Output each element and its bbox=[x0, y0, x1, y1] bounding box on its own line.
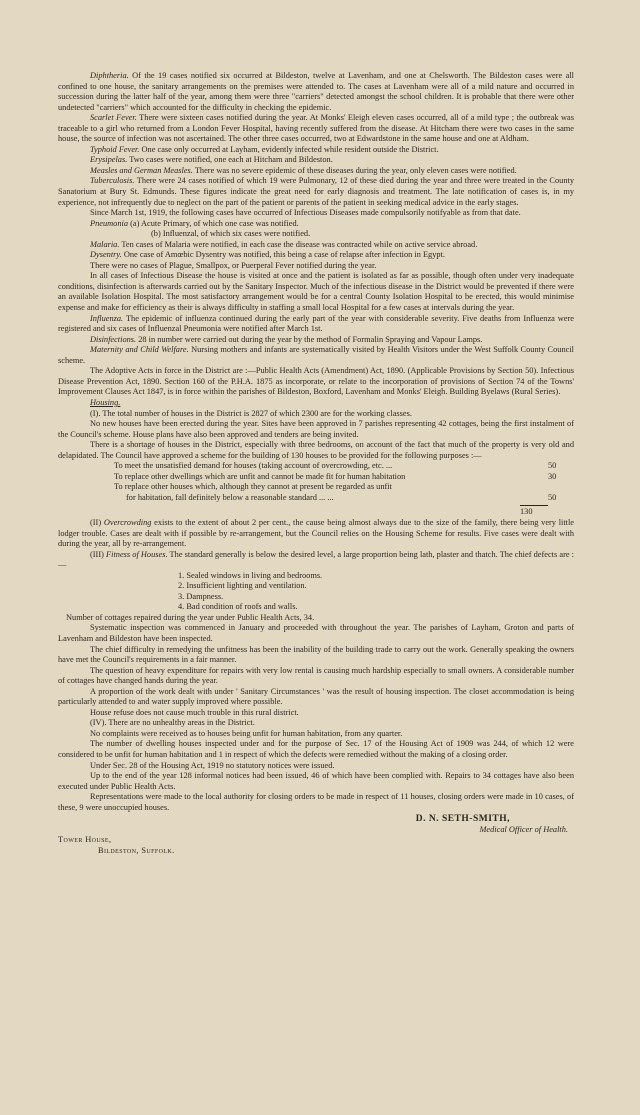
dysentry-text: One case of Amœbic Dysentry was notified, this being a case of relapse after infection in Egypt. bbox=[123, 250, 445, 260]
expenditure-paragraph: The question of heavy expenditure for repairs with very low rental is causing much hardship especially to small owners. A considerable number of cottages have changed hands during the year. bbox=[58, 665, 574, 686]
tuberculosis-text: There were 24 cases notified of which 19 were Pulmonary, 12 of these died during the year and three were treated in the County Sanatorium at Bury St. Edmunds. These figures indicate the great need for early diagnosis and treatment. The late notification of cases is, in my experience, not infrequently due to neglect on the part of the patient or parents of the patient in seeking medical advice in the early stages. bbox=[58, 176, 575, 207]
purpose-value: 50 bbox=[548, 461, 557, 471]
housing-i-paragraph: (I). The total number of houses in the District is 2827 of which 2300 are for the working classes. bbox=[90, 408, 412, 418]
address-line-2: Bildeston, Suffolk. bbox=[98, 845, 175, 855]
defect-item: 2. Insufficient lighting and ventilation. bbox=[178, 581, 307, 591]
defect-item: 3. Dampness. bbox=[178, 591, 224, 601]
purpose-label: To meet the unsatisfied demand for houses (taking account of overcrowding, etc. ... bbox=[114, 461, 393, 471]
pneumonia-heading: Pneumonia bbox=[90, 218, 129, 228]
march-intro-paragraph: Since March 1st, 1919, the following cases have occurred of Infectious Diseases made compulsorily notifyable as from that date. bbox=[90, 208, 521, 218]
no-plague-paragraph: There were no cases of Plague, Smallpox, or Puerperal Fever notified during the year. bbox=[90, 260, 377, 270]
typhoid-heading: Typhoid Fever. bbox=[90, 144, 140, 154]
purposes-list bbox=[58, 461, 574, 503]
disinfections-heading: Disinfections. bbox=[90, 334, 137, 344]
purpose-value: 30 bbox=[548, 471, 557, 481]
purpose-label: To replace other houses which, although they cannot at present be regarded as unfit bbox=[114, 482, 392, 492]
defects-list bbox=[58, 571, 574, 613]
signature-title: Medical Officer of Health. bbox=[479, 824, 568, 834]
dysentry-paragraph bbox=[58, 250, 574, 261]
maternity-heading: Maternity and Child Welfare. bbox=[90, 345, 189, 355]
isolation-paragraph: In all cases of Infectious Disease the house is visited at once and the patient is isolated as far as possible, though often under very inadequate conditions, disinfection is afterwards carried out by the Sanitary Inspector. Much of the infectious disease in the District would be prevented if there were an available Isolation Hospital. The most satisfactory arrangement would be for a central County Isolation Hospital to be erected, this would minimise expense and make for efficiency as their is always difficulty in staffing a small local Hospital for a few cases at intervals during the year. bbox=[58, 271, 574, 313]
dysentry-heading: Dysentry. bbox=[90, 250, 122, 260]
signature-name: D. N. SETH-SMITH, bbox=[415, 814, 510, 825]
maternity-paragraph bbox=[58, 345, 574, 366]
shortage-paragraph: There is a shortage of houses in the District, especially with three bedrooms, on account of the fact that much of the property is very old and delapidated. The Council have approved a scheme for the building of 130 houses to be provided for the following purposes :— bbox=[58, 440, 574, 460]
report-body bbox=[58, 71, 574, 856]
purpose-row bbox=[114, 482, 574, 493]
repaired-paragraph: Number of cottages repaired during the year under Public Health Acts, 34. bbox=[66, 612, 315, 622]
influenza-paragraph bbox=[58, 314, 574, 335]
purpose-label: To replace other dwellings which are unfit and cannot be made fit for human habitation bbox=[114, 471, 406, 481]
housing-iii-number: (III) bbox=[90, 549, 104, 559]
measles-heading: Measles and German Measles. bbox=[90, 165, 193, 175]
disinfections-text: 28 in number were carried out during the year by the method of Formalin Spraying and Vapour Lamps. bbox=[138, 334, 483, 344]
pneumonia-a-text: (a) Acute Primary, of which one case was notified. bbox=[130, 218, 299, 228]
scarlet-fever-heading: Scarlet Fever. bbox=[90, 113, 137, 123]
sec28-paragraph: Under Sec. 28 of the Housing Act, 1919 no statutory notices were issued. bbox=[90, 760, 335, 770]
pneumonia-b-text: (b) Influenzal, of which six cases were notified. bbox=[151, 229, 311, 239]
proportion-paragraph: A proportion of the work dealt with under ' Sanitary Circumstances ' was the result of housing inspection. The closet accommodation is being particularly attended to and water supply improved where possible. bbox=[58, 686, 574, 707]
adoptive-acts-paragraph: The Adoptive Acts in force in the District are :—Public Health Acts (Amendment) Act, 1890. (Applicable Provisions by Section 50). Infectious Disease Prevention Act, 1890. Section 160 of the P.H.A. 1875 as incorporate, or relate to the incorporation of provisions of Section 74 of the Towns' Improvement Clauses Act 1847, is in force within the parishes of Bildeston, Boxford, Lavenham and Monks' Eleigh. Building Byelaws (Rural Series). bbox=[58, 366, 574, 397]
malaria-heading: Malaria. bbox=[90, 239, 120, 249]
defect-item: 4. Bad condition of roofs and walls. bbox=[178, 602, 298, 612]
housing-iv-paragraph: (IV). There are no unhealthy areas in the District. bbox=[90, 718, 255, 728]
typhoid-paragraph bbox=[58, 145, 574, 156]
pneumonia-line-b bbox=[58, 229, 574, 240]
measles-text: There was no severe epidemic of these diseases during the year, only eleven cases were notified. bbox=[194, 165, 517, 175]
fitness-heading: Fitness of Houses. bbox=[106, 549, 168, 559]
purpose-row bbox=[114, 493, 574, 504]
influenza-text: The epidemic of influenza continued during the early part of the year with considerable severity. Five deaths from Influenza were registered and six cases of Influenzal Pneumonia were notified after March 1st. bbox=[58, 313, 574, 334]
erysipelas-text: Two cases were notified, one each at Hitcham and Bildeston. bbox=[129, 155, 333, 165]
tuberculosis-paragraph bbox=[58, 176, 574, 208]
malaria-text: Ten cases of Malaria were notified, in each case the disease was contracted while on active service abroad. bbox=[121, 239, 478, 249]
refuse-paragraph: House refuse does not cause much trouble in this rural district. bbox=[90, 707, 299, 717]
overcrowding-text: exists to the extent of about 2 per cent., the cause being almost always due to the size of the family, there being very little lodger trouble. Cases are dealt with if possible by re-arrangement, but the Council relies on the Housing Scheme for results. Five cases were dealt with during the year, all by re-arrangement. bbox=[58, 517, 574, 549]
erysipelas-heading: Erysipelas. bbox=[90, 155, 128, 165]
diphtheria-heading: Diphtheria. bbox=[90, 71, 129, 80]
purpose-value: 50 bbox=[548, 492, 557, 502]
overcrowding-heading: Overcrowding bbox=[103, 517, 152, 527]
typhoid-text: One case only occurred at Layham, evidently infected while resident outside the District. bbox=[141, 144, 439, 154]
systematic-paragraph: Systematic inspection was commenced in January and proceeded with throughout the year. The parishes of Layham, Groton and parts of Lavenham and Bildeston have been inspected. bbox=[58, 623, 574, 643]
purposes-total: 130 bbox=[520, 505, 548, 518]
purpose-row bbox=[114, 472, 574, 483]
difficulty-paragraph: The chief difficulty in remedying the unfitness has been the inability of the building trade to carry out the work. Generally speaking the owners have met the Council's requirements in a fair manner. bbox=[58, 644, 574, 665]
disinfections-paragraph bbox=[58, 335, 574, 346]
housing-ii-paragraph bbox=[58, 518, 574, 550]
fitness-text: The standard generally is below the desired level, a large proportion being lath, plaster and thatch. The chief defects are :— bbox=[58, 549, 574, 570]
tuberculosis-heading: Tuberculosis. bbox=[90, 176, 135, 186]
defect-item: 1. Sealed windows in living and bedrooms. bbox=[178, 570, 323, 580]
purpose-value bbox=[548, 482, 574, 493]
purpose-row bbox=[114, 461, 574, 472]
erysipelas-paragraph bbox=[58, 155, 574, 166]
measles-paragraph bbox=[58, 166, 574, 177]
pneumonia-line-a bbox=[58, 219, 574, 230]
scarlet-fever-paragraph bbox=[58, 113, 574, 145]
malaria-paragraph bbox=[58, 240, 574, 251]
address-line-1: Tower House, bbox=[58, 835, 112, 845]
maternity-text: Nursing mothers and infants are systematically visited by Health Visitors under the West Suffolk County Council scheme. bbox=[58, 345, 574, 365]
no-new-houses-paragraph: No new houses have been erected during the year. Sites have been approved in 7 parishes representing 42 cottages, being the first instalment of the Council's scheme. House plans have also been approved and tenders are being invited. bbox=[58, 419, 574, 439]
complaints-paragraph: No complaints were received as to houses being unfit for human habitation, from any quarter. bbox=[90, 728, 403, 738]
purpose-label: for habitation, fall definitely below a reasonable standard ... ... bbox=[126, 492, 334, 502]
housing-ii-number: (II) bbox=[90, 517, 102, 527]
diphtheria-text: Of the 19 cases notified six occurred at Bildeston, twelve at Lavenham, and one at Chelsworth. The Bildeston cases were all confined to one house, the sanitary arrangements on the premises were attended to. The cases at Lavenham were all of a mild nature and occurred in succession during the latter half of the year, among them were three "carriers" detected amongst the school children. It is probable that there were other undetected "carriers" which accounted for the difficulty in checking the epidemic. bbox=[58, 71, 574, 112]
informal-notices-paragraph: Up to the end of the year 128 informal notices had been issued, 46 of which have been complied with. Repairs to 34 cottages have also been executed under Public Health Acts. bbox=[58, 771, 574, 791]
inspected-paragraph: The number of dwelling houses inspected under and for the purpose of Sec. 17 of the Housing Act of 1909 was 244, of which 12 were considered to be unfit for human habitation and 1 in respect of which the defects were remedied without the making of a closing order. bbox=[58, 739, 574, 759]
representations-paragraph: Representations were made to the local authority for closing orders to be made in respect of 11 houses, closing orders were made in 10 cases, of these, 9 were unoccupied houses. bbox=[58, 792, 574, 812]
scarlet-fever-text: There were sixteen cases notified during the year. At Monks' Eleigh eleven cases occurred, all of a mild type ; the outbreak was traceable to a girl who returned from a London Fever Hospital, having recently suffered from the disease. At Hitcham there were two cases in the same house, the source of infection was not ascertained. The other three cases occurred, two at Edwardstone in the same house and one at Aldham. bbox=[58, 113, 574, 144]
diphtheria-paragraph bbox=[58, 71, 574, 113]
influenza-heading: Influenza. bbox=[90, 313, 124, 323]
housing-heading: Housing. bbox=[90, 397, 121, 407]
housing-iii-paragraph bbox=[58, 550, 574, 571]
